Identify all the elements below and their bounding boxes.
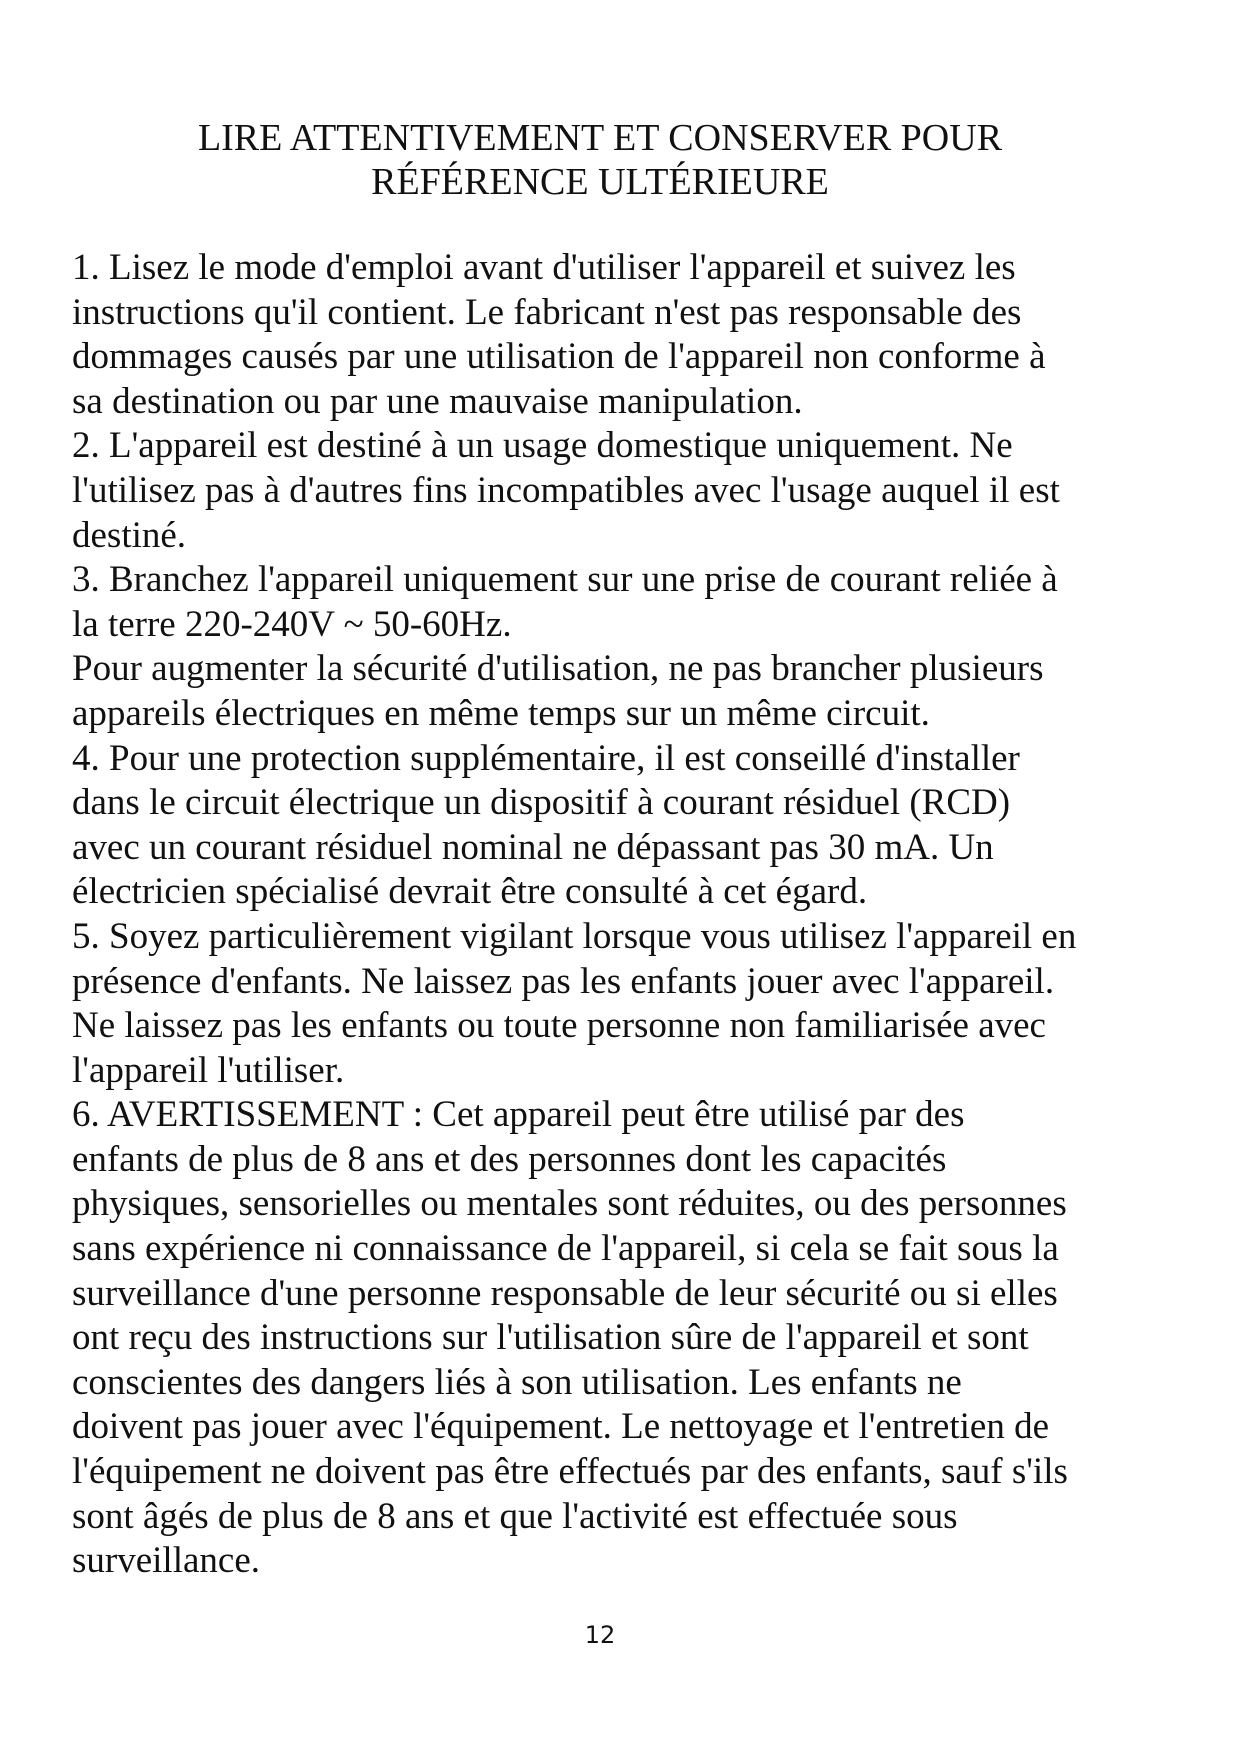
text-line: instructions qu'il contient. Le fabricant n'est pas responsable des [72, 291, 1022, 333]
text-line: l'équipement ne doivent pas être effectués par des enfants, sauf s'ils [72, 1451, 1068, 1493]
text-line: l'utilisez pas à d'autres fins incompatibles avec l'usage auquel il est [72, 469, 1060, 511]
title-line: RÉFÉRENCE ULTÉRIEURE [371, 161, 829, 203]
text-line: électricien spécialisé devrait être consulté à cet égard. [72, 871, 868, 913]
text-line: sans expérience ni connaissance de l'appareil, si cela se fait sous la [72, 1228, 1059, 1270]
text-line: sont âgés de plus de 8 ans et que l'activité est effectuée sous [72, 1495, 958, 1537]
text-line: destiné. [72, 514, 187, 556]
text-line: dommages causés par une utilisation de l'appareil non conforme à [72, 336, 1046, 378]
text-line: enfants de plus de 8 ans et des personnes dont les capacités [72, 1138, 947, 1180]
text-line: ont reçu des instructions sur l'utilisation sûre de l'appareil et sont [72, 1317, 1029, 1359]
text-line: Ne laissez pas les enfants ou toute personne non familiarisée avec [72, 1005, 1046, 1047]
text-line: conscientes des dangers liés à son utilisation. Les enfants ne [72, 1361, 962, 1403]
page-title [0, 116, 1200, 204]
text-line: appareils électriques en même temps sur un même circuit. [72, 692, 930, 734]
text-line: 4. Pour une protection supplémentaire, il est conseillé d'installer [72, 737, 1020, 779]
text-line: doivent pas jouer avec l'équipement. Le nettoyage et l'entretien de [72, 1406, 1049, 1448]
text-line: 6. AVERTISSEMENT : Cet appareil peut être utilisé par des [72, 1094, 965, 1136]
text-line: 3. Branchez l'appareil uniquement sur une prise de courant reliée à [72, 559, 1058, 601]
text-line: 1. Lisez le mode d'emploi avant d'utiliser l'appareil et suivez les [72, 247, 1016, 288]
text-line: sa destination ou par une mauvaise manipulation. [72, 380, 803, 422]
text-line: surveillance. [72, 1540, 260, 1582]
text-line: physiques, sensorielles ou mentales sont réduites, ou des personnes [72, 1183, 1067, 1225]
title-line: LIRE ATTENTIVEMENT ET CONSERVER POUR [197, 117, 1003, 159]
text-line: 2. L'appareil est destiné à un usage domestique uniquement. Ne [72, 425, 1013, 467]
page-number: 12 [584, 1621, 616, 1649]
text-line: Pour augmenter la sécurité d'utilisation, ne pas brancher plusieurs [72, 648, 1044, 690]
text-line: surveillance d'une personne responsable de leur sécurité ou si elles [72, 1272, 1058, 1314]
text-line: la terre 220-240V ~ 50-60Hz. [72, 603, 512, 645]
text-line: l'appareil l'utiliser. [72, 1049, 345, 1091]
text-line: dans le circuit électrique un dispositif à courant résiduel (RCD) [72, 782, 1011, 824]
instructions-text [72, 246, 1182, 1584]
text-line: présence d'enfants. Ne laissez pas les enfants jouer avec l'appareil. [72, 960, 1055, 1002]
text-line: 5. Soyez particulièrement vigilant lorsque vous utilisez l'appareil en [72, 915, 1077, 957]
text-line: avec un courant résiduel nominal ne dépassant pas 30 mA. Un [72, 826, 994, 868]
